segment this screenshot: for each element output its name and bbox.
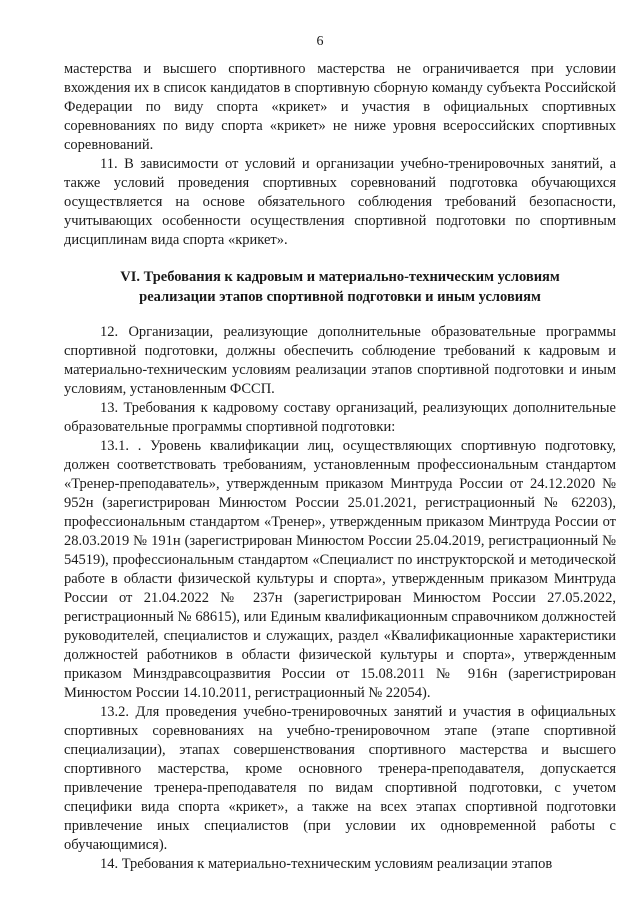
paragraph-13-2: 13.2. Для проведения учебно-тренировочных занятий и участия в официальных спортивных соревнованиях на учебно-тренировочном этапе (этапе спортивной специализации), этапах совершенствования спортивного мастерства и высшего спортивного мастерства, кроме основного тренера-преподавателя, допускается привлечение тренера-преподавателя по видам спортивной подготовки, с учетом специфики вида спорта «крикет», а также на всех этапах спортивной подготовки привлечение иных специалистов (при условии их одновременной работы с обучающимися). — [64, 704, 616, 853]
paragraph-12: 12. Организации, реализующие дополнительные образовательные программы спортивной подготовки, должны обеспечить соблюдение требований к кадровым и материально-техническим условиям реализации этапов спортивной подготовки и иным условиям, установленным ФССП. — [64, 324, 616, 397]
page-number: 6 — [316, 34, 324, 49]
paragraph-11: 11. В зависимости от условий и организации учебно-тренировочных занятий, а также условий проведения спортивных соревнований подготовка обучающихся осуществляется на основе обязательного соблюдения требований безопасности, учитывающих особенности осуществления спортивной подготовки по спортивным дисциплинам вида спорта «крикет». — [64, 156, 616, 248]
paragraphs-after-heading — [64, 323, 616, 874]
paragraphs-before-heading — [64, 60, 616, 250]
document-body — [64, 60, 616, 874]
section-heading-line-1: VI. Требования к кадровым и материально-техническим условиям — [120, 269, 560, 285]
section-heading-line-2: реализации этапов спортивной подготовки и иным условиям — [139, 289, 541, 305]
paragraph-13: 13. Требования к кадровому составу организаций, реализующих дополнительные образовательные программы спортивной подготовки: — [64, 400, 616, 435]
paragraph-13-1: 13.1. . Уровень квалификации лиц, осуществляющих спортивную подготовку, должен соответствовать требованиям, установленным профессиональным стандартом «Тренер-преподаватель», утвержденным приказом Минтруда России от 24.12.2020 № 952н (зарегистрирован Минюстом России 25.01.2021, регистрационный № 62203), профессиональным стандартом «Тренер», утвержденным приказом Минтруда России от 28.03.2019 № 191н (зарегистрирован Минюстом России 25.04.2019, регистрационный № 54519), профессиональным стандартом «Специалист по инструкторской и методической работе в области физической культуры и спорта», утвержденным приказом Минтруда России от 21.04.2022 № 237н (зарегистрирован Минюстом России 27.05.2022, регистрационный № 68615), или Единым квалификационным справочником должностей руководителей, специалистов и служащих, раздел «Квалификационные характеристики должностей работников в области физической культуры и спорта», утвержденным приказом Минздравсоцразвития России от 15.08.2011 № 916н (зарегистрирован Минюстом России 14.10.2011, регистрационный № 22054). — [64, 438, 616, 701]
section-heading — [64, 267, 616, 307]
paragraph-14: 14. Требования к материально-техническим условиям реализации этапов — [100, 856, 553, 872]
paragraph: мастерства и высшего спортивного мастерства не ограничивается при условии вхождения их в список кандидатов в спортивную сборную команду субъекта Российской Федерации по виду спорта «крикет» и участия в официальных спортивных соревнованиях по виду спорта «крикет» не ниже уровня всероссийских спортивных соревнований. — [64, 61, 616, 153]
